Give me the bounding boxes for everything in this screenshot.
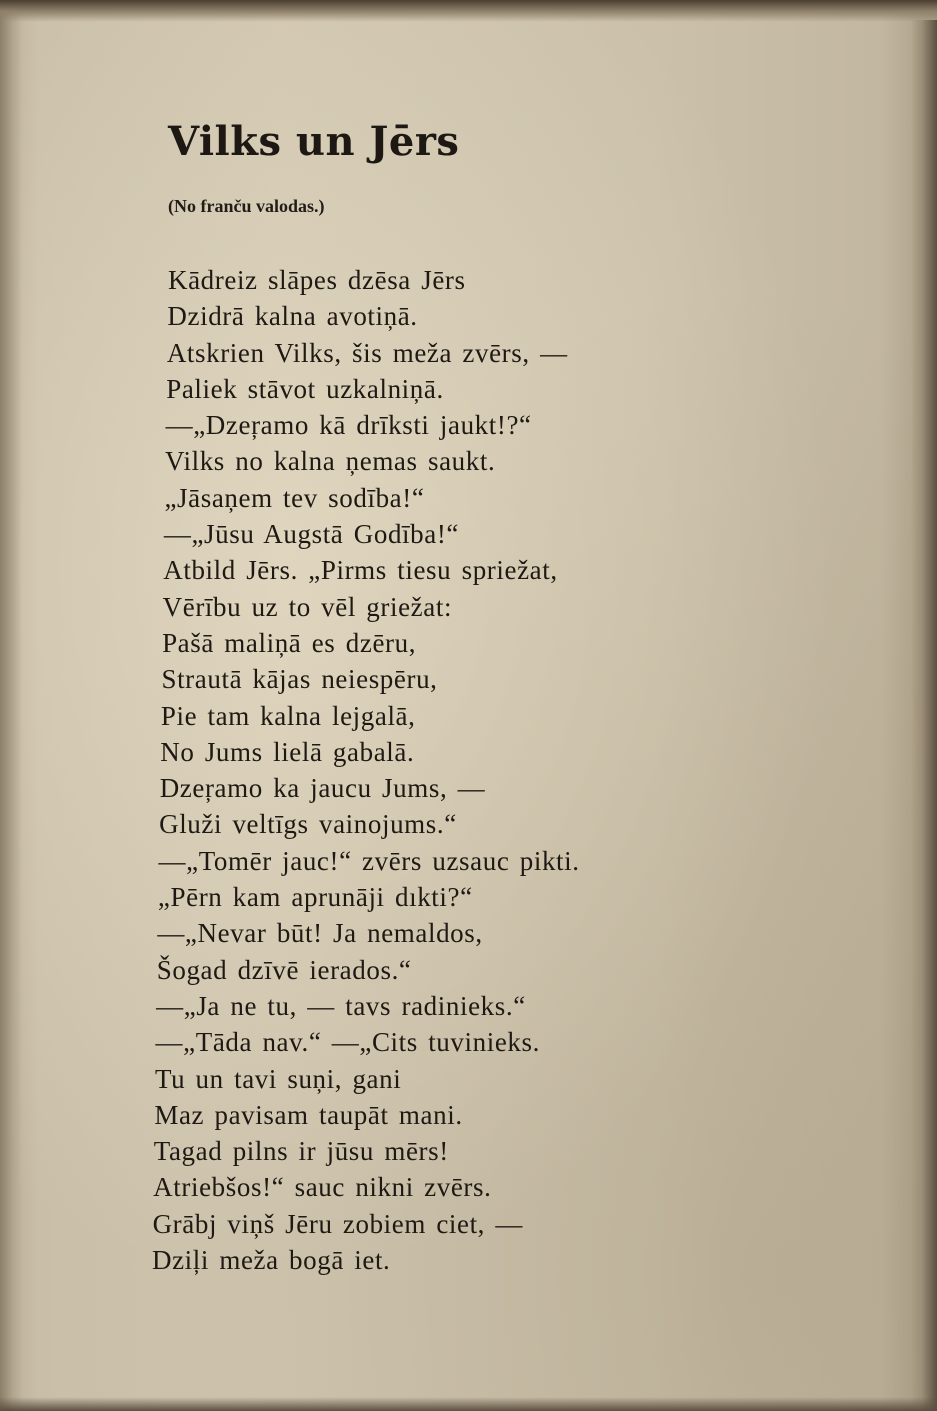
poem-line: Pie tam kalna lejgalā, — [160, 700, 416, 731]
page-bottom-edge — [0, 1397, 937, 1411]
poem-line: Gluži veltīgs vainojums.“ — [159, 809, 457, 840]
poem-line: Dzeŗamo ka jaucu Jums, — — [159, 773, 486, 804]
poem-line: —„Ja ne tu, — tavs radinieks.“ — [156, 990, 526, 1021]
poem-line: —„Jūsu Augstā Godība!“ — [163, 519, 460, 550]
page-top-edge — [0, 0, 937, 22]
poem-line: Vilks no kalna ņemas saukt. — [165, 446, 496, 477]
poem-line: Atbild Jērs. „Pirms tiesu spriežat, — [163, 555, 558, 586]
poem-line: Strautā kājas neiespēru, — [161, 664, 438, 695]
poem-line: Vērību uz to vēl griežat: — [162, 591, 453, 622]
poem-line: Dzidrā kalna avotiņā. — [167, 301, 418, 332]
poem-line: —„Nevar būt! Ja nemaldos, — [157, 918, 483, 949]
poem-line: Kādreiz slāpes dzēsa Jērs — [168, 265, 466, 295]
poem-line: Atriebšos!“ sauc nikni zvērs. — [153, 1172, 492, 1203]
poem-line: Šogad dzīvē ierados.“ — [156, 954, 412, 985]
poem-line: —„Tāda nav.“ —„Cits tuvinieks. — [155, 1027, 540, 1058]
poem-line: „Pērn kam aprunāji dıkti?“ — [157, 882, 473, 913]
poem-line: Tu un tavi suņi, gani — [154, 1063, 402, 1094]
poem-line: Pašā maliņā es dzēru, — [162, 627, 417, 658]
poem-subtitle: (No franču valodas.) — [168, 196, 325, 216]
poem-title: Vilks un Jērs — [168, 118, 460, 165]
poem-line: Atskrien Vilks, šis meža zvērs, — — [166, 337, 568, 368]
poem-line: „Jāsaņem tev sodība!“ — [164, 482, 425, 513]
poem-line: —„Dzeŗamo kā drīksti jaukt!?“ — [165, 410, 532, 441]
poem-line: Dziļi meža bogā iet. — [152, 1245, 391, 1276]
poem-body — [0, 262, 937, 1278]
poem-line: Tagad pilns ir jūsu mērs! — [153, 1136, 449, 1167]
poem-line: —„Tomēr jauc!“ zvērs uzsauc pikti. — [158, 845, 580, 876]
poem-line: Grābj viņš Jēru zobiem ciet, — — [152, 1208, 523, 1239]
poem-line: Maz pavisam taupāt mani. — [154, 1099, 463, 1130]
poem-line: Paliek stāvot uzkalniņā. — [166, 373, 444, 404]
poem-line: No Jums lielā gabalā. — [160, 736, 415, 767]
